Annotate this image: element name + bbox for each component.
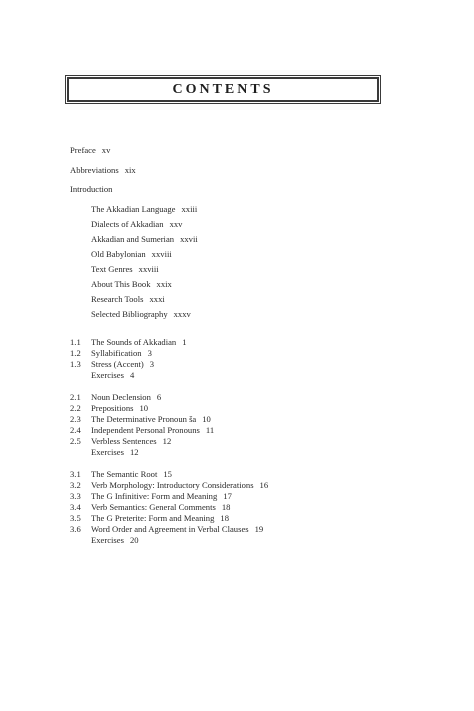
toc-entry-preface <box>70 145 110 155</box>
toc-entry-exercises <box>91 447 139 457</box>
toc-page: 10 <box>139 403 149 413</box>
toc-label: Introduction <box>70 184 113 194</box>
toc-label: Old Babylonian <box>91 249 146 259</box>
toc-label: Dialects of Akkadian <box>91 219 164 229</box>
toc-page: 1 <box>182 337 187 347</box>
toc-entry <box>91 469 172 479</box>
toc-page: 17 <box>223 491 232 501</box>
toc-entry <box>91 524 263 534</box>
toc-page: xxxv <box>173 309 191 319</box>
toc-page: xxvii <box>180 234 198 244</box>
toc-label: Akkadian and Sumerian <box>91 234 175 244</box>
section-number: 3.3 <box>70 491 81 501</box>
toc-label: Text Genres <box>91 264 133 274</box>
toc-entry <box>91 491 232 501</box>
toc-entry <box>91 348 152 358</box>
toc-label: The Semantic Root <box>91 469 158 479</box>
section-number: 1.2 <box>70 348 81 358</box>
toc-entry-abbreviations <box>70 165 136 175</box>
section-number: 3.6 <box>70 524 81 534</box>
section-number: 2.2 <box>70 403 81 413</box>
toc-label: The G Preterite: Form and Meaning <box>91 513 215 523</box>
toc-page: xix <box>124 165 136 175</box>
section-number: 3.5 <box>70 513 81 523</box>
section-number: 3.1 <box>70 469 81 479</box>
toc-entry <box>91 480 268 490</box>
toc-label: Verb Morphology: Introductory Considerations <box>91 480 254 490</box>
toc-entry-introduction <box>70 184 112 194</box>
toc-label: The Sounds of Akkadian <box>91 337 177 347</box>
contents-header-box <box>67 77 379 102</box>
toc-page: 11 <box>205 425 215 435</box>
toc-subentry <box>91 294 165 304</box>
toc-page: xv <box>101 145 111 155</box>
toc-label: Selected Bibliography <box>91 309 168 319</box>
toc-page: 3 <box>147 348 152 358</box>
toc-entry-exercises <box>91 535 139 545</box>
toc-subentry <box>91 249 172 259</box>
toc-entry <box>91 359 154 369</box>
section-number: 1.1 <box>70 337 81 347</box>
section-number: 2.5 <box>70 436 81 446</box>
toc-page: xxviii <box>151 249 172 259</box>
toc-page: xxviii <box>138 264 159 274</box>
toc-entry <box>91 513 229 523</box>
toc-subentry <box>91 309 191 319</box>
toc-subentry <box>91 279 172 289</box>
toc-label: Noun Declension <box>91 392 151 402</box>
toc-entry <box>91 414 211 424</box>
toc-label: Exercises <box>91 370 124 380</box>
toc-page: 16 <box>259 480 269 490</box>
toc-entry <box>91 425 214 435</box>
toc-label: Stress (Accent) <box>91 359 144 369</box>
page-title: CONTENTS <box>172 81 274 97</box>
toc-entry <box>91 436 171 446</box>
toc-page: 18 <box>221 502 231 512</box>
toc-page: 15 <box>163 469 172 479</box>
toc-page: xxxi <box>149 294 165 304</box>
toc-label: Abbreviations <box>70 165 119 175</box>
toc-page: 12 <box>162 436 172 446</box>
toc-subentry <box>91 234 198 244</box>
toc-page: 20 <box>129 535 139 545</box>
toc-page: 4 <box>129 370 135 380</box>
toc-page: xxv <box>169 219 183 229</box>
toc-label: Verbless Sentences <box>91 436 157 446</box>
toc-page: 19 <box>254 524 264 534</box>
toc-label: About This Book <box>91 279 151 289</box>
toc-entry-exercises <box>91 370 134 380</box>
toc-page: xxix <box>156 279 172 289</box>
toc-label: Verb Semantics: General Comments <box>91 502 216 512</box>
toc-page: 6 <box>156 392 162 402</box>
toc-label: Exercises <box>91 535 124 545</box>
section-number: 2.4 <box>70 425 81 435</box>
section-number: 2.3 <box>70 414 81 424</box>
toc-label: The G Infinitive: Form and Meaning <box>91 491 218 501</box>
toc-label: The Akkadian Language <box>91 204 176 214</box>
toc-label: Research Tools <box>91 294 144 304</box>
toc-label: Preface <box>70 145 96 155</box>
toc-page: 3 <box>149 359 155 369</box>
section-number: 2.1 <box>70 392 81 402</box>
section-number: 1.3 <box>70 359 81 369</box>
toc-page: 12 <box>129 447 139 457</box>
toc-subentry <box>91 204 197 214</box>
toc-label: Independent Personal Pronouns <box>91 425 200 435</box>
toc-page: xxiii <box>181 204 198 214</box>
toc-entry <box>91 392 161 402</box>
toc-subentry <box>91 219 182 229</box>
section-number: 3.2 <box>70 480 81 490</box>
toc-entry <box>91 337 187 347</box>
toc-label: Prepositions <box>91 403 134 413</box>
toc-entry <box>91 403 148 413</box>
section-number: 3.4 <box>70 502 81 512</box>
toc-label: Word Order and Agreement in Verbal Clauses <box>91 524 249 534</box>
toc-page: 18 <box>220 513 229 523</box>
toc-label: The Determinative Pronoun ša <box>91 414 197 424</box>
toc-page: 10 <box>202 414 211 424</box>
toc-label: Exercises <box>91 447 124 457</box>
toc-entry <box>91 502 230 512</box>
toc-label: Syllabification <box>91 348 142 358</box>
toc-subentry <box>91 264 159 274</box>
